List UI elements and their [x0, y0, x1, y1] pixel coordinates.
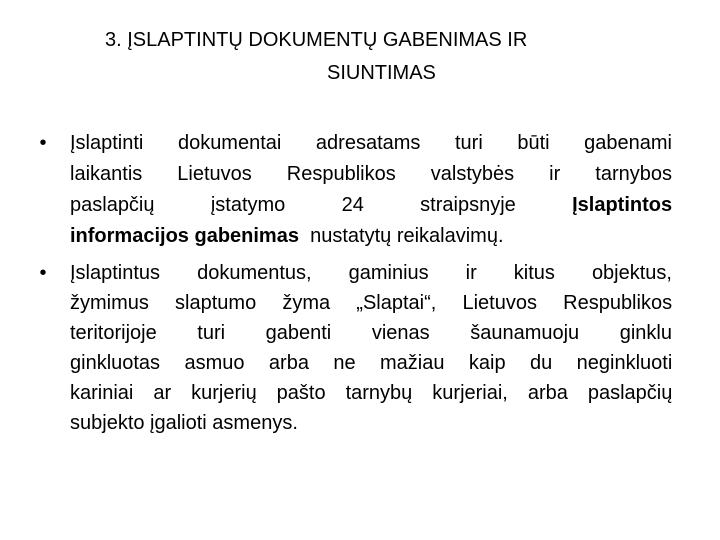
bullet-item-2	[30, 258, 672, 438]
bullet-1-word-b: įstatymo	[210, 194, 286, 216]
bullet-1-line-4	[70, 221, 672, 252]
bullet-1-word-a: paslapčių	[70, 194, 155, 216]
bullet-2-line-3: teritorijoje turi gabenti vienas šaunamuoju ginklu	[70, 322, 672, 344]
bullet-icon: •	[39, 262, 47, 284]
bullet-2-line-6: subjekto įgalioti asmenys.	[70, 412, 298, 434]
bullet-1-line-2: laikantis Lietuvos Respublikos valstybės ir tarnybos	[70, 163, 672, 185]
bullet-2-line-4: ginkluotas asmuo arba ne mažiau kaip du neginkluoti	[70, 352, 673, 374]
bullet-1-line-1: Įslaptinti dokumentai adresatams turi būti gabenami	[70, 132, 672, 154]
title-line-2: SIUNTIMAS	[327, 62, 436, 84]
bullet-icon: •	[39, 132, 47, 154]
bullet-1-word-c: 24 straipsnyje	[341, 194, 516, 216]
bullet-1-rest: nustatytų reikalavimų.	[310, 225, 504, 247]
bullet-2-line-1: Įslaptintus dokumentus, gaminius ir kitus objektus,	[70, 262, 672, 284]
bullet-2-line-5: kariniai ar kurjerių pašto tarnybų kurjeriai, arba paslapčių	[70, 382, 673, 404]
bullet-list	[30, 128, 672, 444]
bullet-1-bold-2: informacijos gabenimas	[70, 225, 299, 247]
bullet-1-line-3	[70, 190, 672, 221]
bullet-2-line-2: žymimus slaptumo žyma „Slaptai“, Lietuvos Respublikos	[70, 292, 673, 314]
title-line-1: 3. ĮSLAPTINTŲ DOKUMENTŲ GABENIMAS IR	[105, 29, 528, 51]
bullet-item-1	[30, 128, 672, 252]
bullet-1-bold-1: Įslaptintos	[572, 194, 673, 216]
